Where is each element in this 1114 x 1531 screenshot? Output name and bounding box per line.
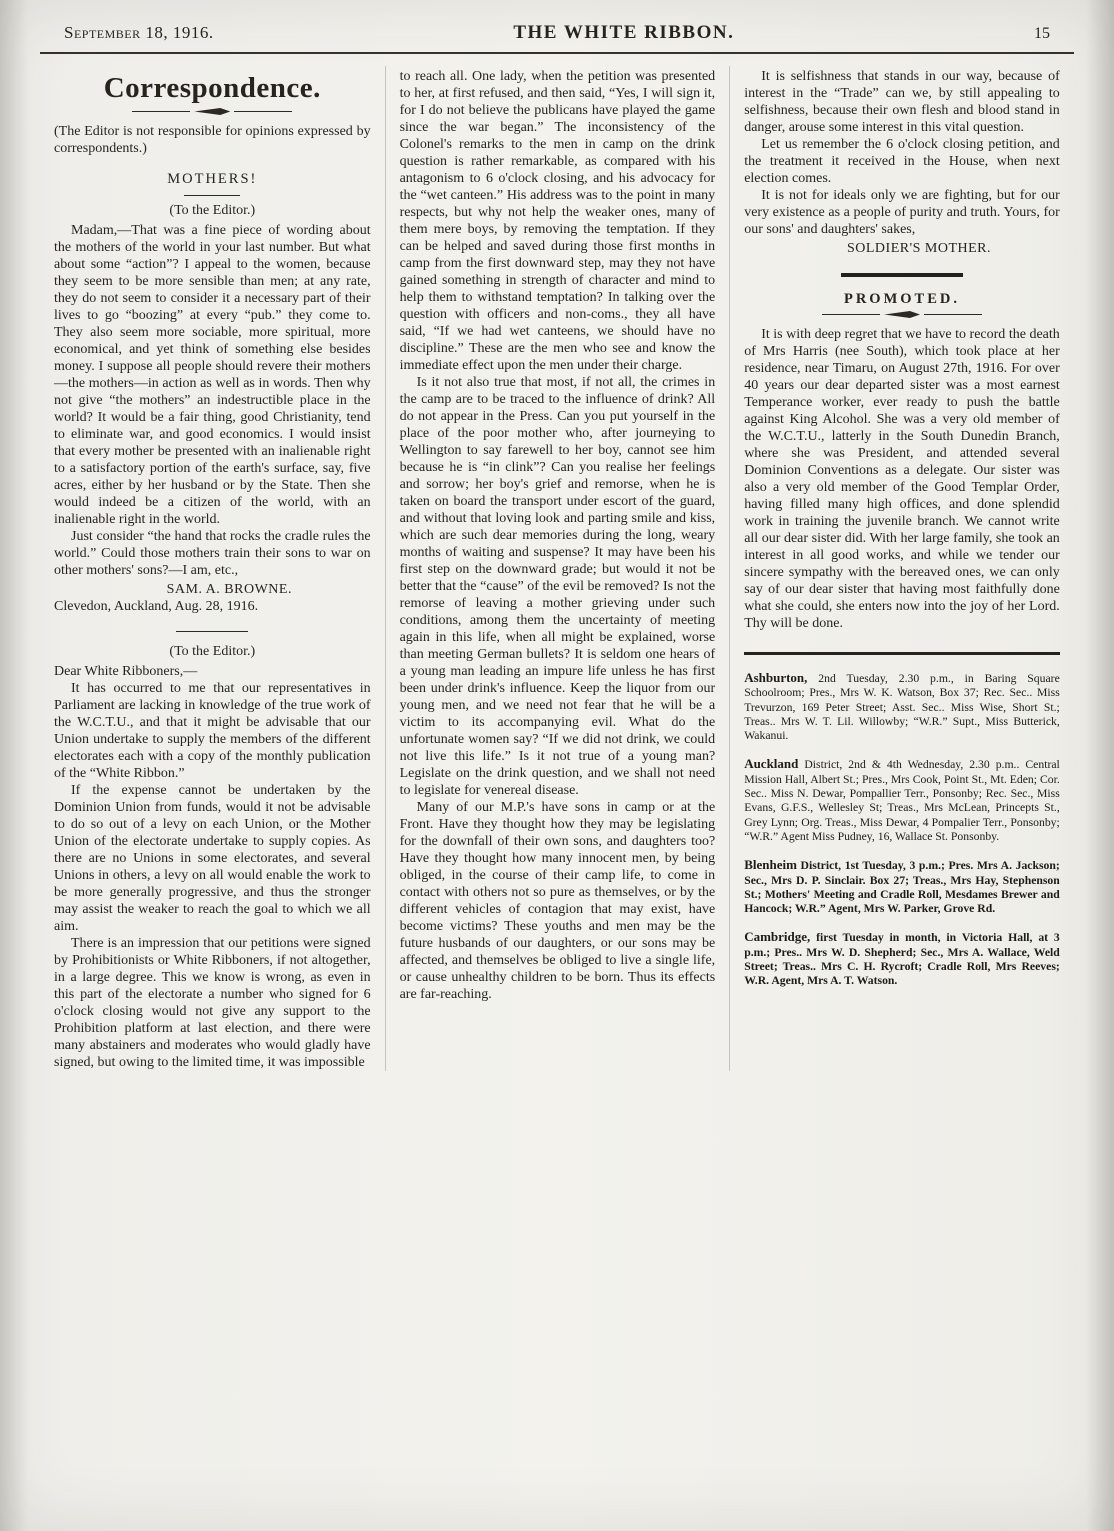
salutation-letter1: (To the Editor.) [169,203,256,218]
columns [0,54,1114,1071]
branch-details: District, 2nd & 4th Wednesday, 2.30 p.m.. Central Mission Hall, Albert St.; Pres., Mrs Cook, Point St., Mt. Eden; Cor. Sec.. Miss N. Dewar, Pompallier Terr., Ponsonby; Rec. Sec., Miss Evans, G.F.S., Wellesley St; Treas., Mrs McLean, Princepts St., Grey Lynn; Org. Treas., Miss Dewar, 4 Pompalier Terr., Ponsonby; “W.R.” Agent Miss Pudney, 16, Wallace St. Ponsonby. [744,758,1060,843]
branch-details: first Tuesday in month, in Victoria Hall, at 3 p.m.; Pres.. Mrs W. D. Shepherd; Sec., Mrs A. Wallace, Weld Street; Treas.. Mrs C. H. Rycroft; Cradle Roll, Mrs Reeves; W.R. Agent, Mrs A. T. Watson. [744,931,1060,988]
page-number: 15 [1034,25,1050,42]
branch-details: 2nd Tuesday, 2.30 p.m., in Baring Square Schoolroom; Pres., Mrs W. K. Watson, Box 37; Rec. Sec.. Miss Trevurzon, 169 Peter Street; Asst. Sec.. Miss Wise, Short St.; Treas.. Mrs W. T. Lil. Willowby; “W.R.” Supt., Miss Butterick, Wakanui. [744,672,1060,743]
letter-heading-mothers: MOTHERS! [167,171,258,187]
paragraph: It is not for ideals only we are fighting, but for our very existence as a people of purity and truth. Yours, for our sons' and daughters' sakes, [744,188,1060,237]
letter2-greeting: Dear White Ribboners,— [54,664,198,679]
promoted-heading: PROMOTED. [843,291,960,307]
column-1 [40,66,385,1071]
branch-name: Ashburton, [744,670,808,685]
arrow-dart-icon [884,311,920,318]
letter1-dateline: Clevedon, Auckland, Aug. 28, 1916. [54,599,259,614]
column-2 [385,66,730,1071]
arrow-dart-icon [194,108,230,115]
section-divider [841,273,963,277]
paragraph: Just consider “the hand that rocks the cradle rules the world.” Could those mothers train their sons to war on other mothers' sons?—I am, etc., [54,529,371,578]
directory-entry-ashburton [744,671,1060,743]
masthead [0,0,1114,50]
directory-entry-blenheim [744,858,1060,916]
paragraph: If the expense cannot be undertaken by the Dominion Union from funds, would it not be advisable to do so out of a levy on each Union, or the Mother Union of the electorate undertake to supply copies. As there are no Unions in some electorates, and several Unions in others, a levy on all would enable the work to be more generally progressive, and thus the stronger may assist the weaker to reach the goal to which we all aim. [54,783,371,934]
letter2-signature: SOLDIER'S MOTHER. [846,241,991,256]
branch-details: District, 1st Tuesday, 3 p.m.; Pres. Mrs A. Jackson; Sec., Mrs D. P. Sinclair. Box 27; Treas., Mrs Hay, Stephenson St.; Mothers' Meeting and Cradle Roll, Mesdames Brewer and Hancock; W.R.” Agent, Mrs W. Parker, Grove Rd. [744,859,1060,916]
branch-directory [744,671,1060,989]
column-3 [729,66,1074,1071]
directory-entry-auckland [744,757,1060,844]
paragraph-continuation: to reach all. One lady, when the petition was presented to her, at first refused, and then said, “Yes, I will sign it, for I do not believe the publicans have played the game since the war began.” The inconsistency of the Colonel's remarks to the men in camp on the drink question is rather remarkable, as compared with his antagonism to 6 o'clock closing, and his advocacy for the “wet canteen.” His address was to the point in many respects, but why not help the weaker ones, many of them mere boys, by removing the temptation. If they can be helped and saved during those first months in camp from the first downward step, may they not have gained something in strength of character and mind to help them to withstand temptation? In talking over the question with officers and non-coms., they all have said, “If we had wet canteens, we should have no discipline.” These are the men who see and know the immediate effect upon the men under their charge. [399,69,716,373]
paragraph: Is it not also true that most, if not all, the crimes in the camp are to be traced to the influence of drink? All do not appear in the Press. Can you put yourself in the place of the poor mother who, after journeying to Wellington to say farewell to her boy, cannot see him because he is “in clink”? Can you realise her feelings and sorrow; her boy's grief and remorse, when he is taken on board the transport under escort of the guard, and without that loving look and parting smile and kiss, which are such dear memories during the long, weary months of waiting and suspense? It may have been his first step on the downward grade; but would it not be better that the “cause” of the evil be removed? Is not the remorse of leaving a mother grieving under such conditions, among them the uncertainty of meeting again in this life, when all might be explained, worse than meeting German bullets? It is seldom one hears of a young man leading an impure life unless he has first been under drink's influence. Keep the liquor from our young men, and we need not fear that he will be a victim to its accompanying evil. What do the unfortunate women say? “If we did not drink, we could not live this life.” Is it not true of a young man? Legislate on the drink question, and we shall not need to legislate for venereal disease. [399,375,716,798]
salutation-letter2: (To the Editor.) [169,644,256,659]
section-title-correspondence: Correspondence. [103,72,321,104]
branch-name: Blenheim [744,857,797,873]
masthead-date: September 18, 1916. [64,23,214,42]
paragraph: It is selfishness that stands in our way, because of interest in the “Trade” can we, by still appealing to selfishness, because their own flesh and blood stand in danger, arouse some interest in this vital question. [744,69,1060,135]
directory-entry-cambridge [744,930,1060,988]
paragraph: Madam,—That was a fine piece of wording about the mothers of the world in your last number. But what about some “action”? I appeal to the women, because they seem to be more sensible than men; at any rate, they do not seem to consider it a necessary part of their lives to go “boozing” at every “pub.” they come to. They also seem more sociable, more spiritual, more economical, and yet think of something else besides money. I suppose all people should revere their mothers—the mothers—in action as well as in words. Then why not give “the mothers” an indestructible place in the world? It would be a fair thing, good Christianity, tend to eliminate war, and good economics. I would insist that every mother be presented with an inalienable right to a satisfactory portion of the earth's surface, say, five acres, either by her husband or by the State. Then she would indeed be a citizen of the world, with an inalienable right in the world. [54,223,371,527]
paragraph: There is an impression that our petitions were signed by Prohibitionists or White Ribboners, if not altogether, in a large degree. This we know is wrong, as even in this part of the electorate a number who signed for 6 o'clock closing would not give any support to the Prohibition platform at last election, and there were many abstainers and moderates who would gladly have signed, but owing to the limited time, it was impossible [54,936,371,1070]
arrow-ornament [132,108,292,115]
paragraph: It has occurred to me that our representatives in Parliament are lacking in knowledge of the true work of the W.C.T.U., and that it might be advisable that our Union undertake to supply the members of the different electorates each with a copy of the monthly publication of the “White Ribbon.” [54,681,371,781]
obituary-paragraph: It is with deep regret that we have to record the death of Mrs Harris (nee South), which took place at her residence, near Timaru, on August 27th, 1916. For over 40 years our dear departed sister was a most earnest Temperance worker, ever ready to push the battle against King Alcohol. She was a very old member of the W.C.T.U., latterly in the South Dunedin Branch, where she was President, and attended several Dominion Conventions as a delegate. Our sister was also a very old member of the Good Templar Order, having filled many high offices, and done splendid work in training the juvenile branch. We cannot write all our dear sister did. With her large family, she took an interest in all good works, and while we tender our sincere sympathy with the bereaved ones, we can only say of our dear sister that having most faithfully done what she could, she enters now into the joy of her Lord. Thy will be done. [744,327,1060,631]
branch-name: Cambridge, [744,929,811,945]
editor-note: (The Editor is not responsible for opinions expressed by correspondents.) [54,124,371,156]
paragraph: Let us remember the 6 o'clock closing petition, and the treatment it received in the House, when next election comes. [744,137,1060,186]
short-rule [184,195,240,196]
letter1-signature: SAM. A. BROWNE. [166,582,292,597]
branch-name: Auckland [744,756,799,772]
directory-divider [744,652,1060,655]
short-rule [176,631,248,632]
masthead-title: THE WHITE RIBBON. [513,22,735,43]
arrow-ornament [822,311,982,318]
paragraph: Many of our M.P.'s have sons in camp or at the Front. Have they thought how they may be legislating for the downfall of their own sons, and daughters too? Have they thought how many innocent men, by being obliged, in the course of their camp life, to come in contact with others not so pure as themselves, or by the different vehicles of contagion that may exist, have become victims? These youths and men may be the future husbands of our daughters, or our sons may be affected, and themselves be obliged to live a single life, or cause unhealthy children to be born. Thus its effects are far-reaching. [399,800,716,1002]
